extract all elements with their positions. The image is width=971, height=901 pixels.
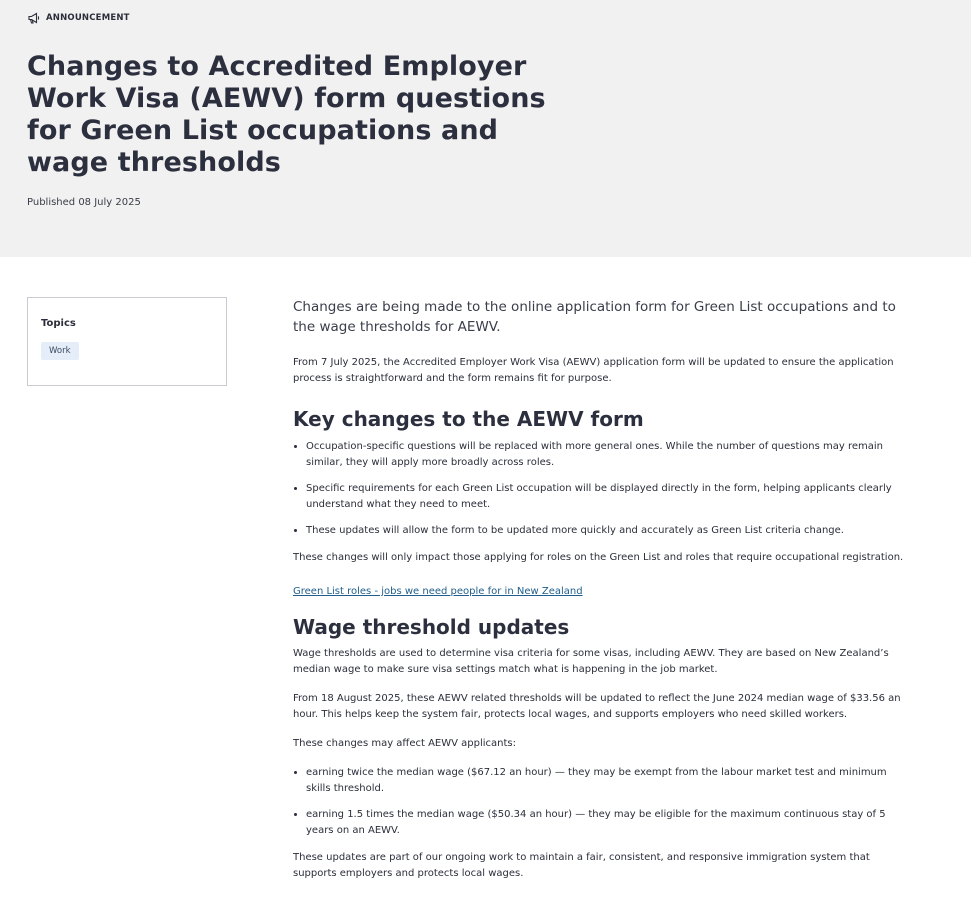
list-item: • These updates will allow the form to be updated more quickly and accurately as Green List criteria change.: [306, 523, 911, 539]
section-heading-wage: Wage threshold updates: [293, 615, 570, 639]
paragraph: From 18 August 2025, these AEWV related thresholds will be updated to reflect the June 2024 median wage of $33.56 an hour. This helps keep the system fair, protects local wages, and supports employers who need skilled workers.: [293, 693, 901, 720]
paragraph: These updates are part of our ongoing work to maintain a fair, consistent, and responsive immigration system that supports employers and protects local wages.: [293, 852, 870, 879]
form-changes-list: [293, 439, 911, 539]
topics-title: Topics: [41, 318, 76, 329]
paragraph: Wage thresholds are used to determine visa criteria for some visas, including AEWV. They are based on New Zealand’s median wage to make sure visa settings match what is happening in the job market.: [293, 648, 889, 675]
page-header: [0, 0, 971, 257]
page-title: Changes to Accredited Employer Work Visa (AEWV) form questions for Green List occupations and wage thresholds: [27, 51, 546, 178]
paragraph: These changes will only impact those applying for roles on the Green List and roles that require occupational registration.: [293, 552, 904, 563]
list-item: • Occupation-specific questions will be replaced with more general ones. While the number of questions may remain similar, they will apply more broadly across roles.: [306, 439, 911, 471]
topics-panel: [27, 297, 227, 386]
paragraph: From 7 July 2025, the Accredited Employer Work Visa (AEWV) application form will be updated to ensure the application process is straightforward and the form remains fit for purpose.: [293, 357, 894, 384]
intro-text: Changes are being made to the online application form for Green List occupations and to the wage thresholds for AEWV.: [293, 299, 896, 335]
list-item: • earning twice the median wage ($67.12 an hour) — they may be exempt from the labour market test and minimum skills threshold.: [306, 765, 911, 797]
list-item: • Specific requirements for each Green List occupation will be displayed directly in the form, helping applicants clearly understand what they need to meet.: [306, 481, 911, 513]
article-content: [293, 297, 911, 882]
list-item: • earning 1.5 times the median wage ($50.34 an hour) — they may be eligible for the maximum continuous stay of 5 years on an AEWV.: [306, 807, 911, 839]
announcement-badge: [27, 10, 971, 25]
green-list-link[interactable]: Green List roles - jobs we need people for in New Zealand: [293, 586, 583, 597]
paragraph: These changes may affect AEWV applicants:: [293, 738, 516, 749]
megaphone-icon: [27, 11, 41, 25]
published-date: Published 08 July 2025: [27, 197, 141, 208]
topic-tag-work[interactable]: Work: [41, 342, 79, 360]
wage-list: [293, 765, 911, 839]
announcement-label: ANNOUNCEMENT: [46, 12, 130, 23]
section-heading-form: Key changes to the AEWV form: [293, 407, 644, 431]
